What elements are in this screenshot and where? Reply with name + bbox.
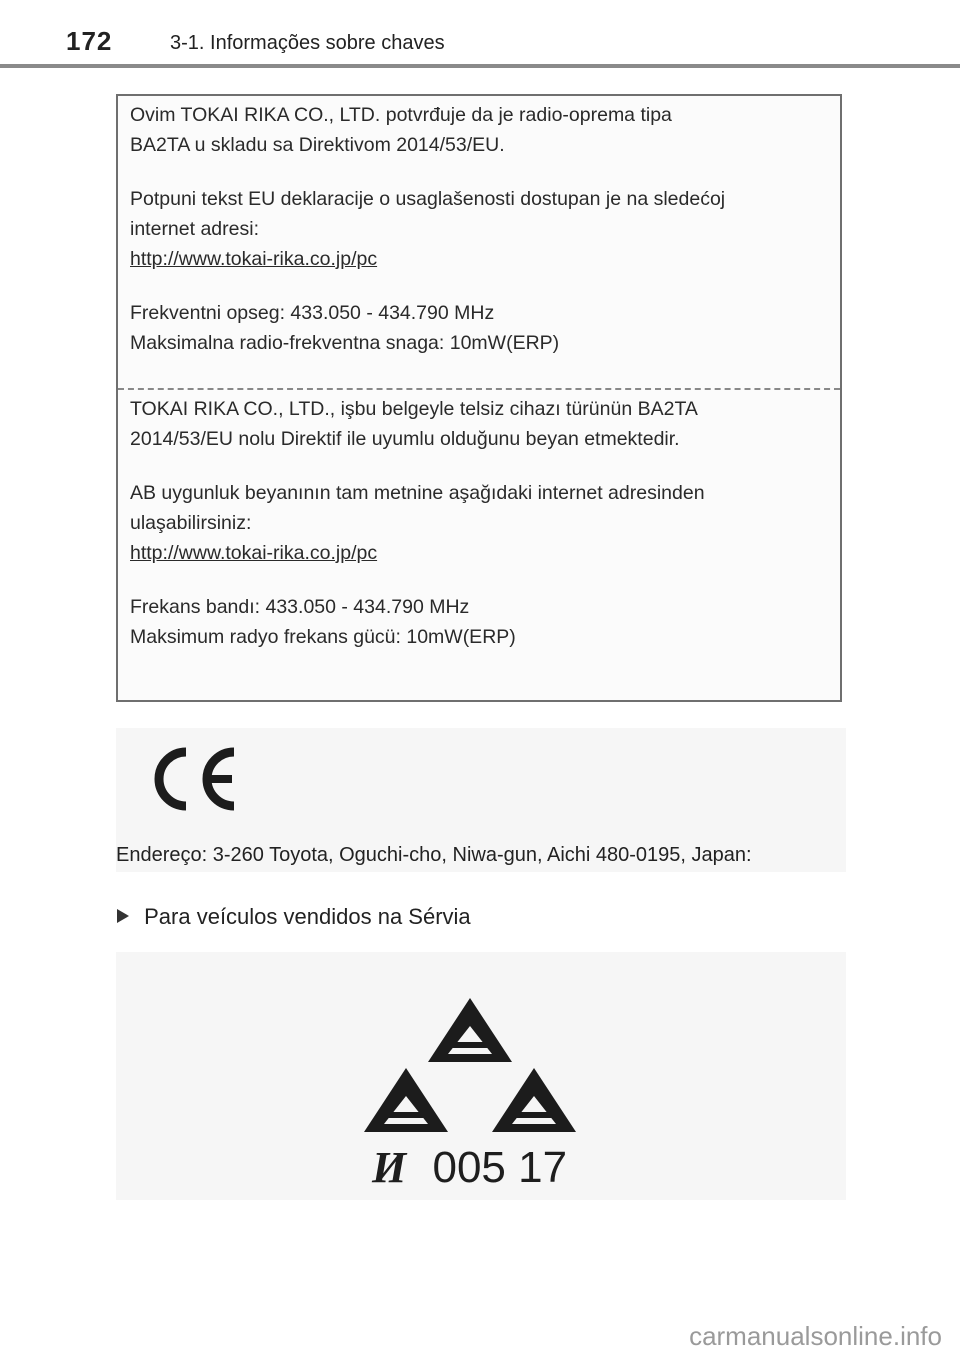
turkish-line-3: AB uygunluk beyanının tam metnine aşağıdaki internet adresinden: [130, 482, 705, 504]
serbia-bullet-text: Para veículos vendidos na Sérvia: [144, 904, 471, 929]
section-title: 3-1. Informações sobre chaves: [170, 32, 445, 54]
serbian-line-2: BA2TA u skladu sa Direktivom 2014/53/EU.: [130, 134, 505, 156]
serbia-code: [372, 1142, 567, 1193]
serbian-line-3: Potpuni tekst EU deklaracije o usaglašenosti dostupan je na sledećoj: [130, 188, 726, 210]
serbia-mark-prefix: И: [372, 1143, 407, 1192]
turkish-line-4: ulaşabilirsiniz:: [130, 512, 252, 534]
dashed-divider: [118, 388, 840, 390]
turkish-declaration: [130, 394, 830, 652]
serbia-triangle-mark-icon: [360, 996, 580, 1136]
header-rule: [0, 64, 960, 68]
ce-panel: [116, 728, 846, 872]
turkish-line-2: 2014/53/EU nolu Direktif ile uyumlu olduğunu beyan etmektedir.: [130, 428, 680, 450]
serbian-url-link[interactable]: http://www.tokai-rika.co.jp/pc: [130, 248, 378, 270]
play-arrow-icon: [116, 904, 138, 930]
manufacturer-address: Endereço: 3-260 Toyota, Oguchi-cho, Niwa-gun, Aichi 480-0195, Japan:: [116, 844, 752, 866]
turkish-url-link[interactable]: http://www.tokai-rika.co.jp/pc: [130, 542, 378, 564]
serbian-frequency: Frekventni opseg: 433.050 - 434.790 MHz: [130, 302, 495, 324]
page-number: 172: [66, 26, 113, 56]
ce-mark-icon: [146, 742, 242, 816]
serbia-bullet: [116, 904, 471, 930]
turkish-power: Maksimum radyo frekans gücü: 10mW(ERP): [130, 626, 516, 648]
turkish-frequency: Frekans bandı: 433.050 - 434.790 MHz: [130, 596, 470, 618]
turkish-line-1: TOKAI RIKA CO., LTD., işbu belgeyle telsiz cihazı türünün BA2TA: [130, 398, 698, 420]
serbia-panel: [116, 952, 846, 1200]
serbia-mark-code: 005 17: [432, 1143, 568, 1192]
serbian-power: Maksimalna radio-frekventna snaga: 10mW(ERP): [130, 332, 560, 354]
serbian-declaration: [130, 100, 830, 358]
serbian-line-1: Ovim TOKAI RIKA CO., LTD. potvrđuje da je radio-oprema tipa: [130, 104, 672, 126]
declaration-box: [116, 94, 842, 702]
serbian-line-4: internet adresi:: [130, 218, 259, 240]
watermark: carmanualsonline.info: [689, 1321, 942, 1351]
